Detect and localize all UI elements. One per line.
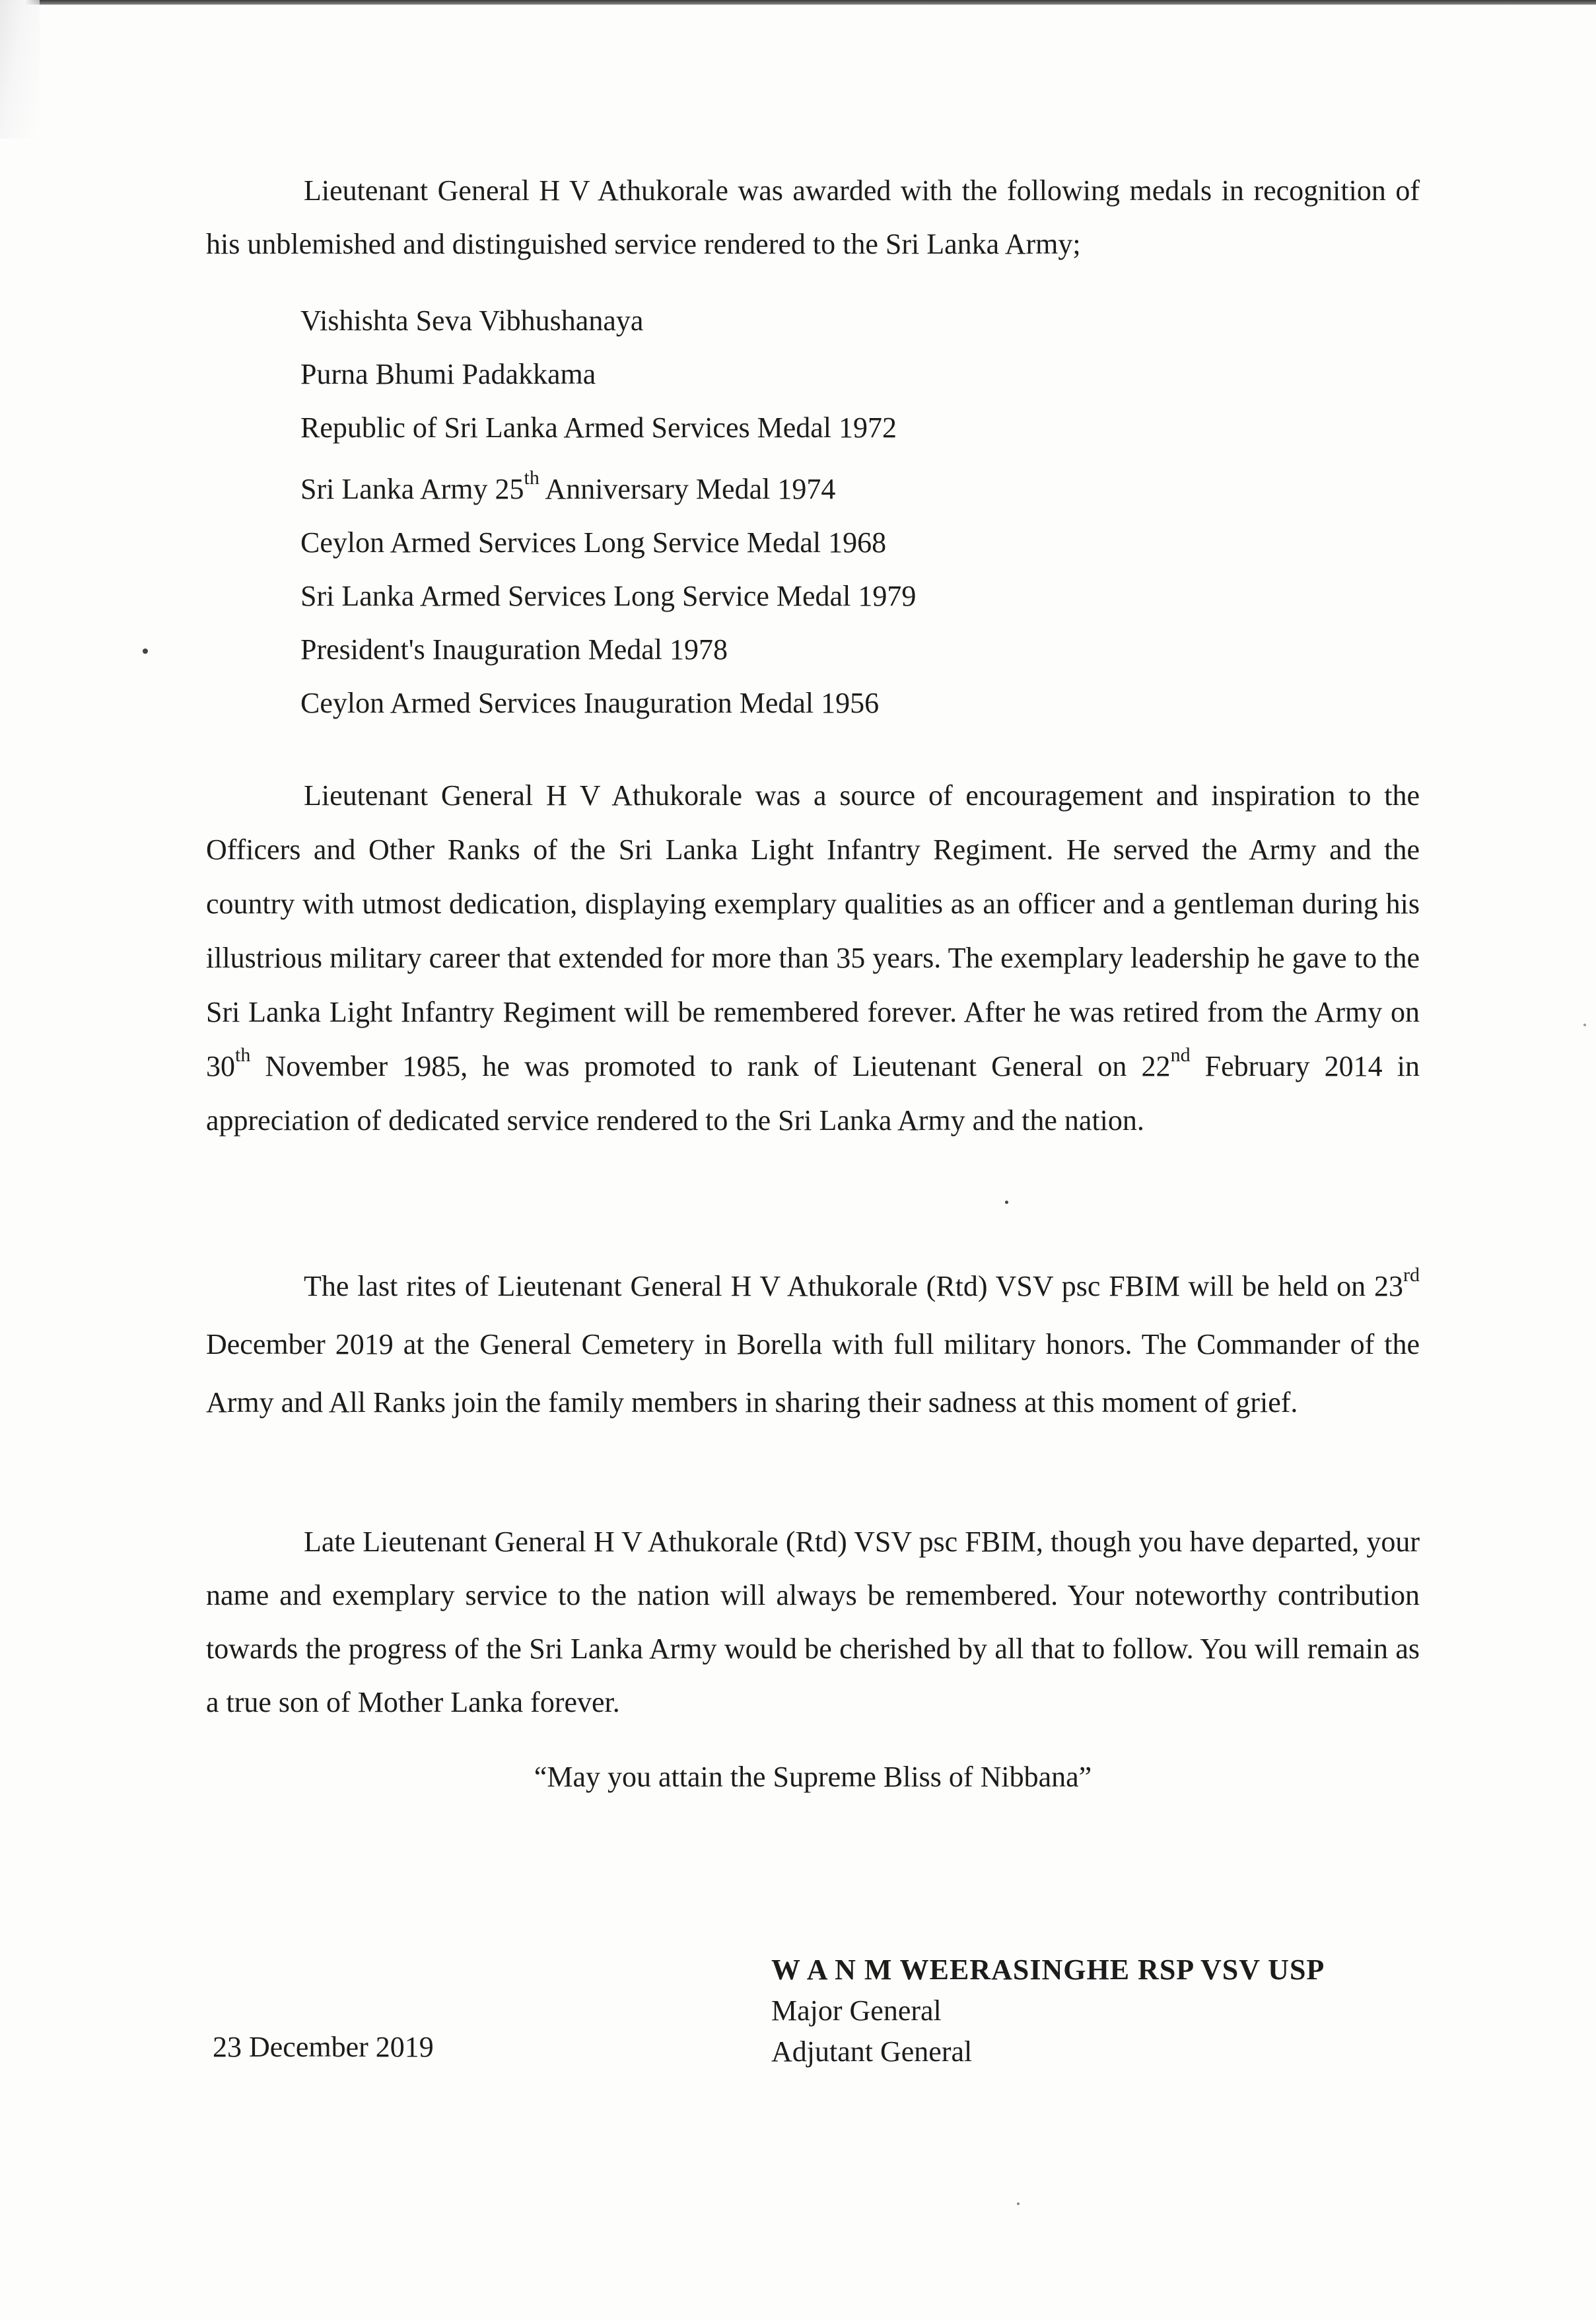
ordinal-suffix: th — [235, 1044, 251, 1066]
medal-item — [300, 454, 916, 516]
medal-item: Ceylon Armed Services Inauguration Medal 1956 — [300, 687, 880, 719]
career-paragraph — [206, 769, 1420, 1148]
medal-item: Ceylon Armed Services Long Service Medal 1968 — [300, 526, 887, 559]
intro-paragraph: Lieutenant General H V Athukorale was awarded with the following medals in recognition of his unblemished and distinguished service rendered to the Sri Lanka Army; — [206, 174, 1420, 260]
medal-list — [300, 294, 916, 730]
medal-item: Sri Lanka Armed Services Long Service Medal 1979 — [300, 580, 917, 612]
tribute-paragraph: Late Lieutenant General H V Athukorale (Rtd) VSV psc FBIM, though you have departed, your name and exemplary service to the nation will always be remembered. Your noteworthy contribution towards the progress of the Sri Lanka Army would be cherished by all that to follow. You will remain as a true son of Mother Lanka forever. — [206, 1526, 1420, 1718]
scan-speck — [143, 649, 148, 654]
document-date: 23 December 2019 — [213, 2031, 434, 2063]
ordinal-suffix: nd — [1170, 1044, 1191, 1066]
medal-text: Sri Lanka Army 25 — [300, 473, 524, 505]
closing-quote: “May you attain the Supreme Bliss of Nibbana” — [534, 1761, 1092, 1793]
scan-speck — [1017, 2202, 1020, 2205]
scan-speck — [1583, 1024, 1586, 1026]
signatory-name: W A N M WEERASINGHE RSP VSV USP — [771, 1953, 1325, 1986]
signature-block — [771, 1950, 1325, 2072]
ordinal-suffix: th — [524, 467, 539, 489]
medal-item: President's Inauguration Medal 1978 — [300, 633, 728, 666]
paragraph-text: The last rites of Lieutenant General H V Athukorale (Rtd) VSV psc FBIM will be held on 23 — [304, 1270, 1403, 1302]
medal-item: Republic of Sri Lanka Armed Services Medal 1972 — [300, 411, 897, 444]
rites-paragraph — [206, 1257, 1420, 1432]
medal-text: Anniversary Medal 1974 — [539, 473, 836, 505]
signatory-rank: Major General — [771, 1994, 942, 2027]
ordinal-suffix: rd — [1403, 1264, 1420, 1286]
paragraph-text: November 1985, he was promoted to rank of Lieutenant General on 22 — [250, 1050, 1171, 1082]
paragraph-text: February 2014 in appreciation of dedicated service rendered to the Sri Lanka Army and the nation. — [206, 1050, 1420, 1137]
paragraph-text: December 2019 at the General Cemetery in Borella with full military honors. The Commander of the Army and All Ranks join the family members in sharing their sadness at this moment of grief. — [206, 1328, 1420, 1419]
paragraph-text: Lieutenant General H V Athukorale was a source of encouragement and inspiration to the Officers and Other Ranks of the Sri Lanka Light Infantry Regiment. He served the Army and the country with utmost dedication, displaying exemplary qualities as an officer and a gentleman during his illustrious military career that extended for more than 35 years. The exemplary leadership he gave to the Sri Lanka Light Infantry Regiment will be remembered forever. After he was retired from the Army on 30 — [206, 779, 1420, 1082]
scan-speck — [1005, 1201, 1008, 1204]
medal-item: Vishishta Seva Vibhushanaya — [300, 304, 644, 337]
scan-top-edge — [0, 0, 1596, 5]
scan-left-edge — [0, 0, 40, 139]
signatory-title: Adjutant General — [771, 2035, 973, 2068]
medal-item: Purna Bhumi Padakkama — [300, 358, 596, 390]
